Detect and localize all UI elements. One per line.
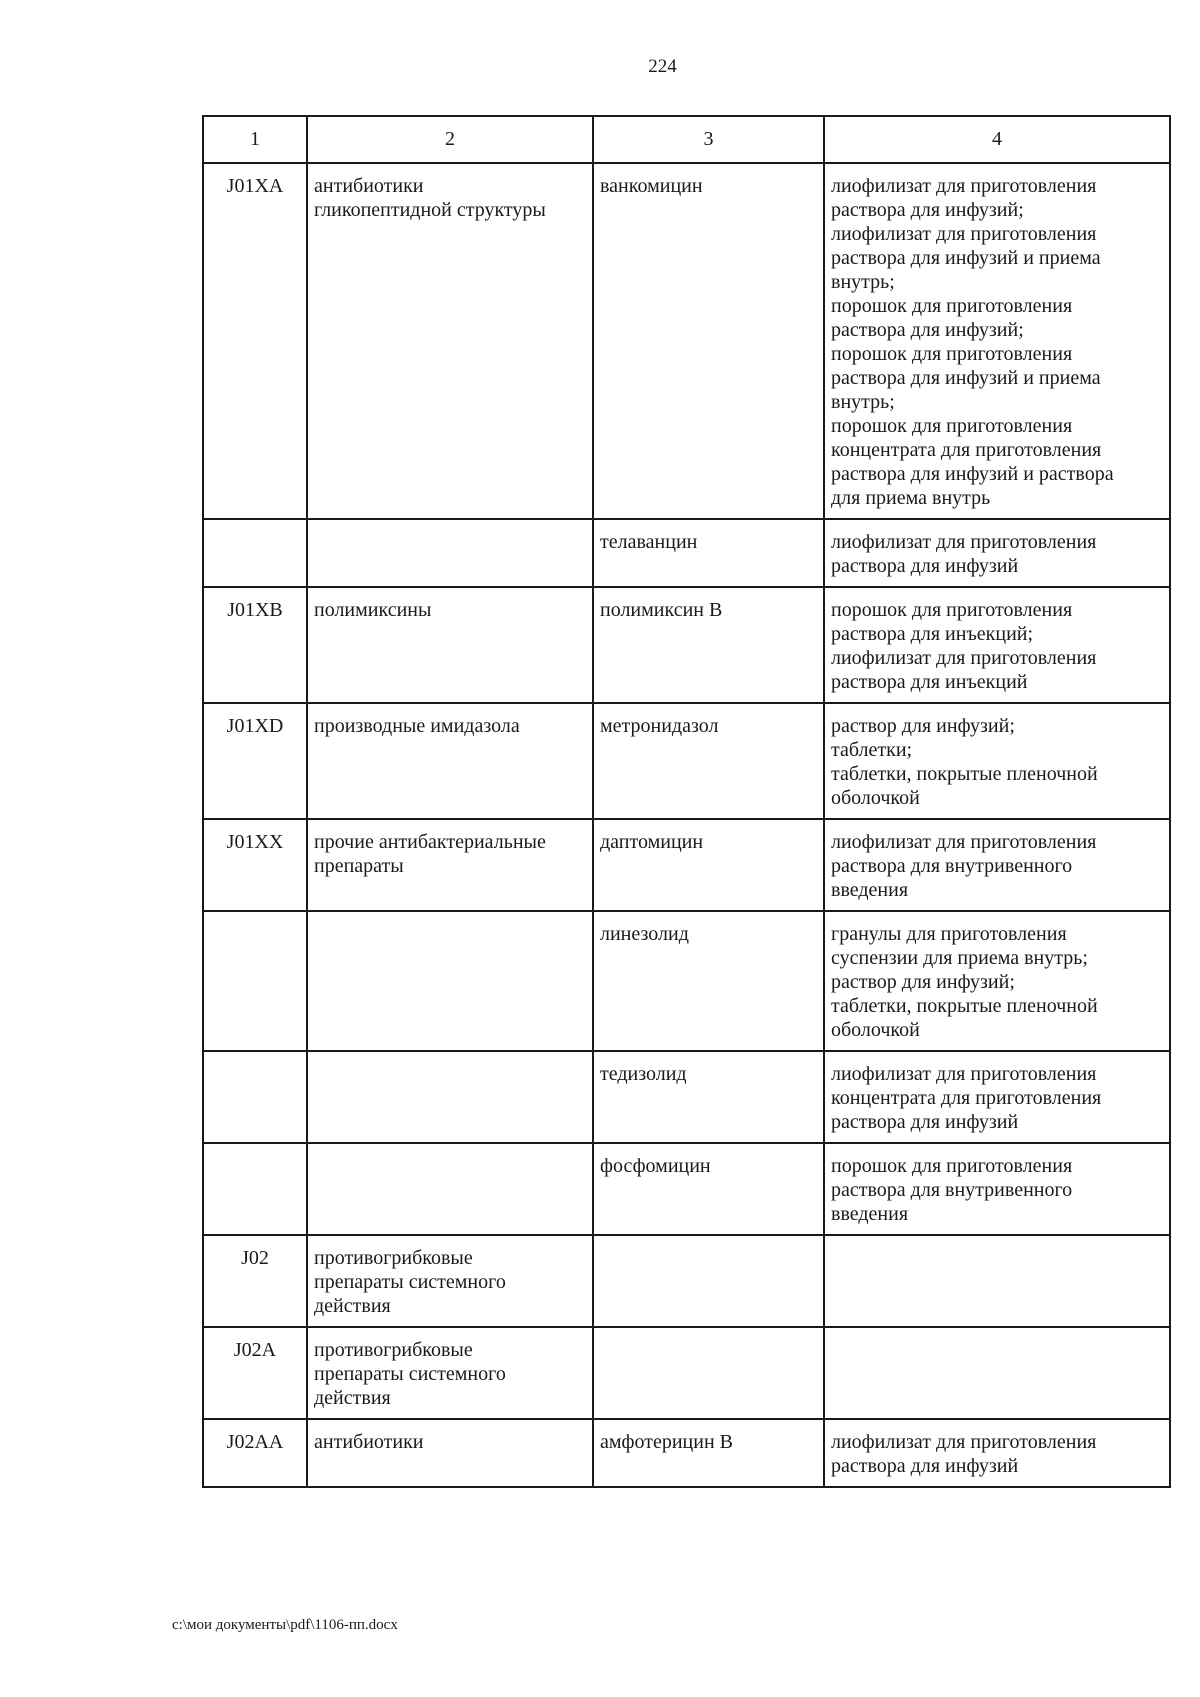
group-cell: производные имидазола: [307, 703, 593, 819]
substance-cell: [593, 1327, 824, 1419]
dosage-forms-cell: лиофилизат для приготовления раствора для инфузий; лиофилизат для приготовления раствора для инфузий и приема внутрь; порошок для приготовления раствора для инфузий; порошок для приготовления раствора для инфузий и приема внутрь; порошок для приготовления концентрата для приготовления раствора для инфузий и раствора для приема внутрь: [824, 163, 1170, 519]
dosage-forms-cell: лиофилизат для приготовления раствора для инфузий: [824, 519, 1170, 587]
atc-code-cell: J01XB: [203, 587, 307, 703]
group-cell: прочие антибактериальные препараты: [307, 819, 593, 911]
dosage-forms-cell: лиофилизат для приготовления раствора для внутривенного введения: [824, 819, 1170, 911]
dosage-forms-cell: раствор для инфузий; таблетки; таблетки, покрытые пленочной оболочкой: [824, 703, 1170, 819]
drug-table: [202, 115, 1171, 1488]
group-cell: [307, 1051, 593, 1143]
table-row: [203, 1327, 1170, 1419]
column-header-3: 3: [593, 116, 824, 163]
dosage-forms-cell: лиофилизат для приготовления раствора для инфузий: [824, 1419, 1170, 1487]
substance-cell: метронидазол: [593, 703, 824, 819]
group-cell: полимиксины: [307, 587, 593, 703]
group-cell: антибиотики: [307, 1419, 593, 1487]
substance-cell: фосфомицин: [593, 1143, 824, 1235]
table-row: [203, 1143, 1170, 1235]
atc-code-cell: [203, 1051, 307, 1143]
table-header-row: [203, 116, 1170, 163]
table-row: [203, 587, 1170, 703]
table-row: [203, 163, 1170, 519]
group-cell: [307, 911, 593, 1051]
group-cell: [307, 1143, 593, 1235]
atc-code-cell: [203, 911, 307, 1051]
dosage-forms-cell: гранулы для приготовления суспензии для приема внутрь; раствор для инфузий; таблетки, покрытые пленочной оболочкой: [824, 911, 1170, 1051]
group-cell: [307, 519, 593, 587]
substance-cell: [593, 1235, 824, 1327]
table-row: [203, 819, 1170, 911]
atc-code-cell: J01XX: [203, 819, 307, 911]
table-row: [203, 1419, 1170, 1487]
column-header-1: 1: [203, 116, 307, 163]
dosage-forms-cell: порошок для приготовления раствора для инъекций; лиофилизат для приготовления раствора для инъекций: [824, 587, 1170, 703]
substance-cell: линезолид: [593, 911, 824, 1051]
table-row: [203, 1051, 1170, 1143]
substance-cell: даптомицин: [593, 819, 824, 911]
substance-cell: ванкомицин: [593, 163, 824, 519]
substance-cell: амфотерицин В: [593, 1419, 824, 1487]
substance-cell: полимиксин В: [593, 587, 824, 703]
group-cell: противогрибковые препараты системного действия: [307, 1327, 593, 1419]
page-number: 224: [648, 56, 677, 77]
dosage-forms-cell: [824, 1235, 1170, 1327]
group-cell: противогрибковые препараты системного действия: [307, 1235, 593, 1327]
atc-code-cell: J01XD: [203, 703, 307, 819]
substance-cell: телаванцин: [593, 519, 824, 587]
table-row: [203, 911, 1170, 1051]
column-header-2: 2: [307, 116, 593, 163]
dosage-forms-cell: порошок для приготовления раствора для внутривенного введения: [824, 1143, 1170, 1235]
atc-code-cell: J02AA: [203, 1419, 307, 1487]
atc-code-cell: J02A: [203, 1327, 307, 1419]
atc-code-cell: J02: [203, 1235, 307, 1327]
dosage-forms-cell: [824, 1327, 1170, 1419]
footer-file-path: c:\мои документы\pdf\1106-пп.docx: [172, 1617, 398, 1633]
atc-code-cell: [203, 1143, 307, 1235]
table-row: [203, 703, 1170, 819]
atc-code-cell: J01XA: [203, 163, 307, 519]
dosage-forms-cell: лиофилизат для приготовления концентрата для приготовления раствора для инфузий: [824, 1051, 1170, 1143]
group-cell: антибиотики гликопептидной структуры: [307, 163, 593, 519]
table-row: [203, 1235, 1170, 1327]
atc-code-cell: [203, 519, 307, 587]
table-row: [203, 519, 1170, 587]
substance-cell: тедизолид: [593, 1051, 824, 1143]
column-header-4: 4: [824, 116, 1170, 163]
